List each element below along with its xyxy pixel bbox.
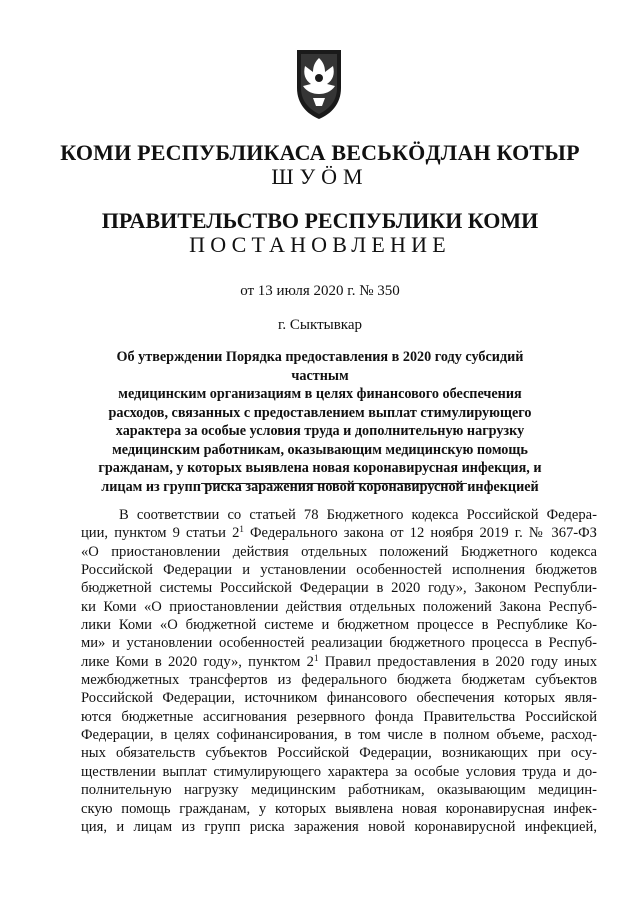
title-line: медицинским работникам, оказывающим медицинскую помощь <box>112 441 528 458</box>
document-title <box>98 348 542 496</box>
body-text: Федерального закона от 12 ноября 2019 г. № 367-ФЗ <box>243 525 597 542</box>
title-divider <box>201 483 467 484</box>
body-line: ция, и лицам из групп риска заражения новой коронавирусной инфекцией, <box>81 818 597 835</box>
document-type-komi: ШУӦМ <box>271 164 369 189</box>
title-line: Об утверждении Порядка предоставления в 2020 году субсидий частным <box>116 349 524 384</box>
body-line: межбюджетных трансфертов из федерального бюджета бюджетам субъектов <box>81 672 597 689</box>
body-text: ции, пунктом 9 статьи 2 <box>81 525 240 542</box>
body-line: ки Коми «О приостановлении действия отдельных положений Закона Респуб- <box>81 598 597 615</box>
body-line: Федерации, в целях софинансирования, в том числе в полном объеме, расход- <box>81 727 597 744</box>
body-text: лике Коми в 2020 году», пунктом 2 <box>81 653 314 670</box>
body-line: ми» и установлении особенностей реализации бюджетного процесса в Респуб- <box>81 635 597 652</box>
organization-name-komi: КОМИ РЕСПУБЛИКАСА ВЕСЬКӦДЛАН КОТЫР <box>60 140 580 165</box>
body-line <box>81 653 597 671</box>
body-line <box>81 524 597 542</box>
title-line: характера за особые условия труда и дополнительную нагрузку <box>115 423 525 439</box>
document-city: г. Сыктывкар <box>277 317 363 333</box>
body-line: бюджетной системы Российской Федерации в 2020 году», Законом Республи- <box>81 580 597 597</box>
body-line: полнительную нагрузку медицинским работникам, оказывающим медицин- <box>81 782 597 799</box>
title-line: лицам из групп риска заражения новой коронавирусной инфекцией <box>101 478 539 495</box>
document-type-russian: ПОСТАНОВЛЕНИЕ <box>189 232 451 257</box>
body-line: ществлении выплат стимулирующего характера за особые условия труда и до- <box>81 763 597 780</box>
title-line: медицинским организациям в целях финансового обеспечения <box>118 386 522 402</box>
body-line: ных обязательств субъектов Российской Федерации, возникающих при осу- <box>81 745 597 762</box>
body-line: ются бюджетные ассигнования резервного фонда Правительства Российской <box>81 708 597 725</box>
superscript: 1 <box>239 524 244 535</box>
title-line: гражданам, у которых выявлена новая коронавирусная инфекция, и <box>98 460 542 476</box>
body-line: «О приостановлении действия отдельных положений Бюджетного кодекса <box>81 543 597 560</box>
superscript: 1 <box>313 652 319 663</box>
title-line: расходов, связанных с предоставлением выплат стимулирующего <box>108 404 532 421</box>
body-line: лики Коми «О бюджетной системе и бюджетном процессе в Республике Ко- <box>81 617 597 634</box>
body-line: скую помощь гражданам, у которых выявлена новая коронавирусная инфек- <box>81 800 597 817</box>
organization-name-russian: ПРАВИТЕЛЬСТВО РЕСПУБЛИКИ КОМИ <box>101 208 539 233</box>
coat-of-arms-icon <box>291 48 347 120</box>
body-line: Российской Федерации и установлении особенностей исполнения бюджетов <box>81 562 597 579</box>
document-date-number: от 13 июля 2020 г. № 350 <box>240 283 400 299</box>
document-body <box>81 506 597 836</box>
body-text: Правил предоставления в 2020 году иных <box>318 653 597 670</box>
body-line: В соответствии со статьей 78 Бюджетного кодекса Российской Федера- <box>119 507 597 523</box>
body-line: Российской Федерации, источником финансового обеспечения которых явля- <box>81 690 597 707</box>
